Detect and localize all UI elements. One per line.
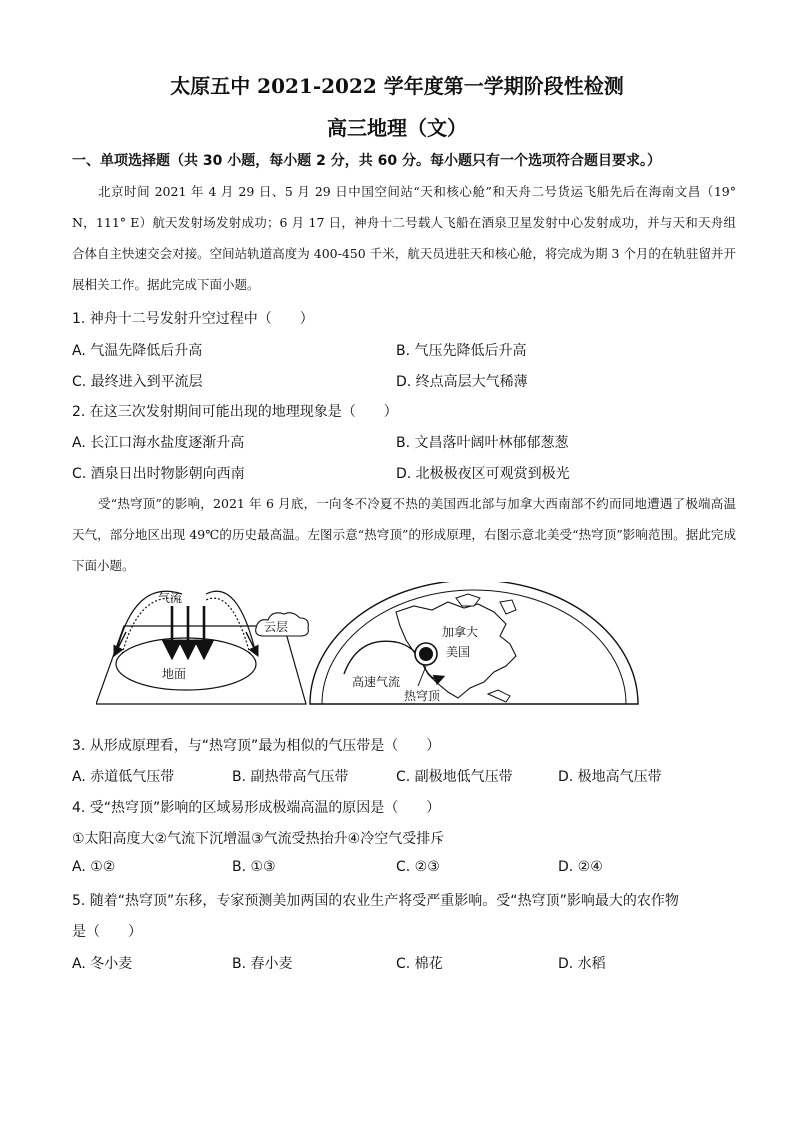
question-2-option-c: C. 酒泉日出时物影朝向西南 — [72, 466, 245, 482]
question-3-option-b: B. 副热带高气压带 — [232, 769, 349, 785]
question-5-stem: 5. 随着“热穹顶”东移，专家预测美加两国的农业生产将受严重影响。受“热穹顶”影响最大的农作物 — [72, 893, 679, 909]
passage-heat-dome: 受“热穹顶”的影响，2021 年 6 月底，一向冬不冷夏不热的美国西北部与加拿大西南部不约而同地遭遇了极端高温天气，部分地区出现 49℃的历史最高温。左图示意“热穹顶”的形成原理，右图示意北美受“热穹顶”影响范围。据此完成下面小题。 — [72, 496, 736, 573]
question-4-items: ①太阳高度大②气流下沉增温③气流受热抬升④冷空气受排斥 — [72, 831, 445, 847]
passage-space-station: 北京时间 2021 年 4 月 29 日、5 月 29 日中国空间站“天和核心舱”和天舟二号货运飞船先后在海南文昌（19° N，111° E）航天发射场发射成功；6 月 17 日，神舟十二号载人飞船在酒泉卫星发射中心发射成功，并与天和天舟组合体自主快速交会对接。空间站轨道高度为 400-450 千米，航天员进驻天和核心舱，将完成为期 3 个月的在轨驻留并开展相关工作。据此完成下面小题。 — [72, 184, 736, 292]
label-jet-stream: 高速气流 — [352, 675, 401, 689]
question-4-option-d: D. ②④ — [558, 859, 603, 875]
question-3-option-d: D. 极地高气压带 — [558, 769, 662, 785]
label-heat-dome: 热穹顶 — [404, 689, 441, 703]
question-5-option-c: C. 棉花 — [396, 956, 443, 972]
question-4-stem: 4. 受“热穹顶”影响的区域易形成极端高温的原因是（ ） — [72, 800, 441, 816]
label-airflow: 气流 — [158, 591, 183, 605]
north-america-map — [310, 582, 638, 704]
question-4-option-c: C. ②③ — [396, 859, 440, 875]
question-2-option-d: D. 北极极夜区可观赏到极光 — [396, 466, 570, 482]
question-4-option-b: B. ①③ — [232, 859, 276, 875]
exam-title: 太原五中 2021-2022 学年度第一学期阶段性检测 — [170, 74, 624, 98]
question-5-stem-continued: 是（ ） — [72, 924, 142, 940]
question-5-option-d: D. 水稻 — [558, 956, 606, 972]
question-2-option-b: B. 文昌落叶阔叶林郁郁葱葱 — [396, 435, 569, 451]
question-1-stem: 1. 神舟十二号发射升空过程中（ ） — [72, 311, 314, 327]
exam-subtitle: 高三地理（文） — [327, 116, 467, 140]
question-2-stem: 2. 在这三次发射期间可能出现的地理现象是（ ） — [72, 404, 398, 420]
question-2-option-a: A. 长江口海水盐度逐渐升高 — [72, 435, 245, 451]
question-3-option-a: A. 赤道低气压带 — [72, 769, 175, 785]
label-usa: 美国 — [446, 645, 471, 659]
label-canada: 加拿大 — [442, 625, 479, 639]
question-5-option-a: A. 冬小麦 — [72, 956, 133, 972]
question-5-option-b: B. 春小麦 — [232, 956, 293, 972]
section-heading: 一、单项选择题（共 30 小题，每小题 2 分，共 60 分。每小题只有一个选项符合题目要求。） — [72, 153, 661, 169]
question-1-option-d: D. 终点高层大气稀薄 — [396, 374, 528, 390]
question-4-option-a: A. ①② — [72, 859, 116, 875]
question-1-option-a: A. 气温先降低后升高 — [72, 343, 203, 359]
question-3-stem: 3. 从形成原理看，与“热穹顶”最为相似的气压带是（ ） — [72, 738, 441, 754]
label-cloud-layer: 云层 — [264, 620, 289, 634]
heat-dome-figure — [96, 582, 696, 717]
heat-dome-principle-diagram — [96, 590, 308, 704]
question-3-option-c: C. 副极地低气压带 — [396, 769, 513, 785]
label-ground: 地面 — [162, 667, 187, 681]
question-1-option-c: C. 最终进入到平流层 — [72, 374, 203, 390]
question-1-option-b: B. 气压先降低后升高 — [396, 343, 527, 359]
